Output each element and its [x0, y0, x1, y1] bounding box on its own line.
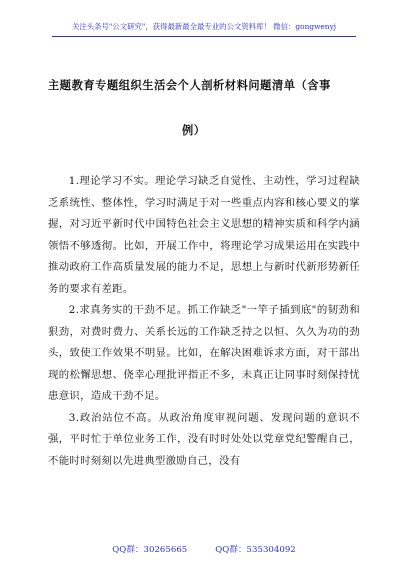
footer-qq-group-1: QQ群：30265665 [112, 545, 188, 555]
document-title-line-1: 主题教育专题组织生活会个人剖析材料问题清单（含事 [48, 78, 331, 92]
document-body [48, 171, 360, 472]
paragraph-3: 3.政治站位不高。从政治角度审视问题、发现问题的意识不强，平时忙于单位业务工作，没有时时处处以党章党纪警醒自己，不能时时刻刻以先进典型激励自己，没有 [48, 411, 360, 467]
header-promo-note: 关注头条号"公文研究"，获得最新最全最专业的公文资料库！ 微信：gongwenyj [71, 22, 337, 31]
paragraph-1: 1.理论学习不实。理论学习缺乏自觉性、主动性，学习过程缺乏系统性、整体性，学习时满足于对一些重点内容和核心要义的掌握，对习近平新时代中国特色社会主义思想的精神实质和科学内涵领悟不够透彻。比如，开展工作中，将理论学习成果运用在实践中推动政府工作高质量发展的能力不足，思想上与新时代新形势新任务的要求有差距。 [48, 175, 360, 295]
paragraph-2: 2.求真务实的干劲不足。抓工作缺乏"一竿子插到底"的韧劲和狠劲，对费时费力、关系长远的工作缺乏持之以恒、久久为功的劲头，致使工作效果不明显。比如，在解决困难诉求方面，对干部出现的松懈思想、侥幸心理批评指正不多，未真正让同事时刻保持忧患意识，造成干劲不足。 [48, 304, 360, 402]
footer-contact [0, 543, 408, 555]
document-title-line-2: 例） [182, 123, 206, 137]
footer-qq-group-2: QQ群：535304092 [215, 545, 296, 555]
header-divider [52, 36, 356, 37]
